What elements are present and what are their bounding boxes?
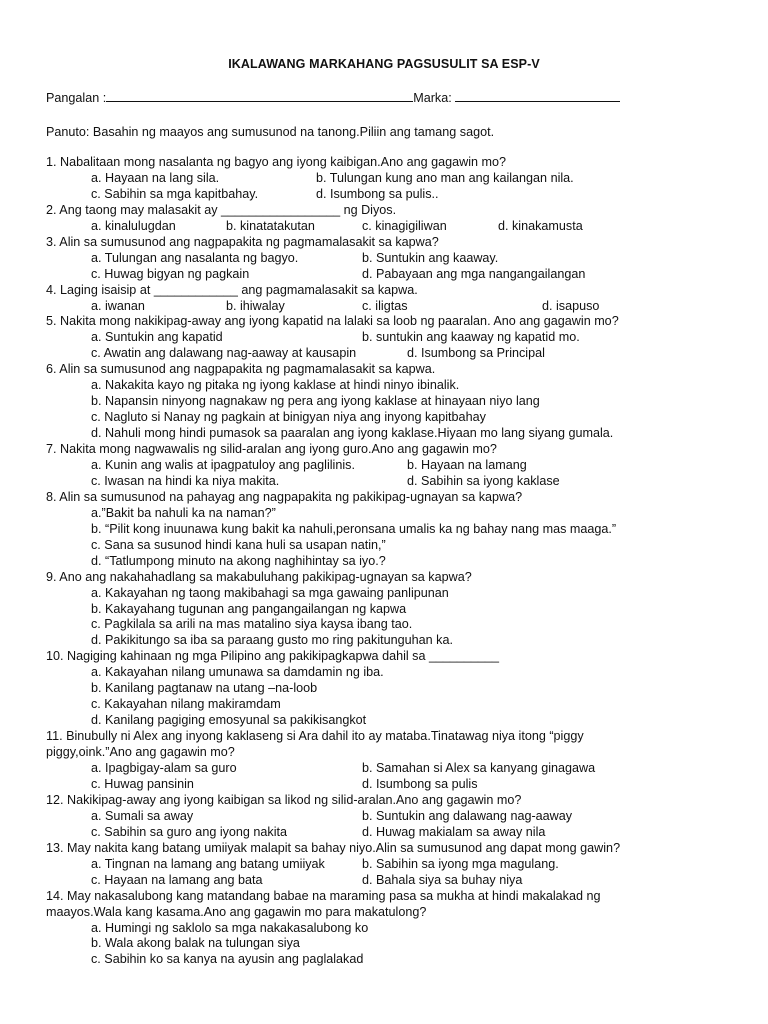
q12-option-c: c. Sabihin sa guro ang iyong nakita (91, 824, 288, 839)
q4-option-d: d. isapuso (542, 298, 600, 313)
q8-option-a: a.”Bakit ba nahuli ka na naman?” (91, 505, 276, 520)
q8-option-d: d. “Tatlumpong minuto na akong naghihintay sa iyo.? (91, 553, 386, 568)
question-6: 6. Alin sa sumusunod ang nagpapakita ng pagmamalasakit sa kapwa. (46, 362, 436, 377)
q3-options-row-2 (46, 267, 746, 283)
q14-option-b: b. Wala akong balak na tulungan siya (91, 936, 300, 951)
question-14-line-1: 14. May nakasalubong kang matandang babae na maraming pasa sa mukha at hindi makalakad ng (46, 888, 601, 903)
q13-option-d: d. Bahala siya sa buhay niya (362, 872, 523, 887)
q10-option-b: b. Kanilang pagtanaw na utang –na-loob (91, 681, 318, 696)
q7-option-d: d. Sabihin sa iyong kaklase (407, 473, 560, 488)
question-3: 3. Alin sa sumusunod ang nagpapakita ng pagmamalasakit sa kapwa? (46, 234, 439, 249)
header-fields (46, 90, 620, 105)
q1-options-row-1 (46, 171, 746, 187)
question-9: 9. Ano ang nakahahadlang sa makabuluhang pakikipag-ugnayan sa kapwa? (46, 569, 472, 584)
question-2: 2. Ang taong may malasakit ay _________________ ng Diyos. (46, 202, 397, 217)
q4-option-b: b. ihiwalay (226, 298, 285, 313)
question-14-line-2: maayos.Wala kang kasama.Ano ang gagawin mo para makatulong? (46, 904, 427, 919)
q5-option-a: a. Suntukin ang kapatid (91, 330, 223, 345)
q4-options-row (46, 299, 746, 315)
q5-options-row-2 (46, 346, 746, 362)
q13-option-b: b. Sabihin sa iyong mga magulang. (362, 856, 559, 871)
q7-options-row-1 (46, 458, 746, 474)
q14-option-a: a. Humingi ng saklolo sa mga nakakasalubong ko (91, 920, 369, 935)
q9-option-a: a. Kakayahan ng taong makibahagi sa mga gawaing panlipunan (91, 585, 449, 600)
q9-option-d: d. Pakikitungo sa iba sa paraang gusto mo ring pakitunguhan ka. (91, 633, 453, 648)
q13-option-a: a. Tingnan na lamang ang batang umiiyak (91, 856, 325, 871)
q13-option-c: c. Hayaan na lamang ang bata (91, 872, 263, 887)
exam-title: IKALAWANG MARKAHANG PAGSUSULIT SA ESP-V (228, 57, 540, 71)
q12-options-row-1 (46, 809, 746, 825)
q6-option-c: c. Nagluto si Nanay ng pagkain at binigyan niya ang inyong kapitbahay (91, 410, 486, 425)
question-7: 7. Nakita mong nagwawalis ng silid-aralan ang iyong guro.Ano ang gagawin mo? (46, 442, 497, 457)
q1-options-row-2 (46, 187, 746, 203)
question-8: 8. Alin sa sumusunod na pahayag ang nagpapakita ng pakikipag-ugnayan sa kapwa? (46, 489, 523, 504)
question-13: 13. May nakita kang batang umiiyak malapit sa bahay niyo.Alin sa sumusunod ang dapat mong gawin? (46, 840, 621, 855)
q10-option-c: c. Kakayahan nilang makiramdam (91, 697, 281, 712)
q2-option-c: c. kinagigiliwan (362, 218, 447, 233)
q5-options-row-1 (46, 330, 746, 346)
q1-option-b: b. Tulungan kung ano man ang kailangan nila. (316, 170, 574, 185)
q5-option-d: d. Isumbong sa Principal (407, 346, 545, 361)
q10-option-a: a. Kakayahan nilang umunawa sa damdamin ng iba. (91, 665, 384, 680)
q11-option-c: c. Huwag pansinin (91, 777, 194, 791)
q2-option-d: d. kinakamusta (498, 218, 583, 233)
q3-option-b: b. Suntukin ang kaaway. (362, 250, 499, 265)
q1-option-a: a. Hayaan na lang sila. (91, 170, 220, 185)
q8-option-b: b. “Pilit kong inuunawa kung bakit ka nahuli,peronsana umalis ka ng bahay nang mas maaga.” (91, 521, 617, 536)
q4-option-c: c. iligtas (362, 298, 408, 313)
q13-options-row-1 (46, 857, 746, 873)
q1-option-c: c. Sabihin sa mga kapitbahay. (91, 186, 259, 201)
name-label: Pangalan : (46, 91, 107, 105)
q6-option-b: b. Napansin ninyong nagnakaw ng pera ang iyong kaklase at hinayaan niyo lang (91, 394, 540, 409)
name-blank (106, 90, 413, 102)
q11-options-row-2 (46, 777, 746, 793)
score-label: Marka: (413, 91, 452, 105)
q3-options-row-1 (46, 251, 746, 267)
q6-option-a: a. Nakakita kayo ng pitaka ng iyong kaklase at hindi ninyo ibinalik. (91, 378, 460, 393)
q7-option-a: a. Kunin ang walis at ipagpatuloy ang paglilinis. (91, 457, 355, 472)
question-10: 10. Nagiging kahinaan ng mga Pilipino ang pakikipagkapwa dahil sa __________ (46, 649, 500, 664)
q3-option-a: a. Tulungan ang nasalanta ng bagyo. (91, 250, 299, 265)
q7-option-b: b. Hayaan na lamang (407, 457, 527, 472)
q11-option-d: d. Isumbong sa pulis (362, 777, 478, 791)
q4-option-a: a. iwanan (91, 298, 145, 313)
question-1: 1. Nabalitaan mong nasalanta ng bagyo ang iyong kaibigan.Ano ang gagawin mo? (46, 155, 507, 169)
q2-option-b: b. kinatatakutan (226, 218, 315, 233)
q1-option-d: d. Isumbong sa pulis.. (316, 186, 439, 201)
q10-option-d: d. Kanilang pagiging emosyunal sa pakikisangkot (91, 713, 367, 728)
q3-option-c: c. Huwag bigyan ng pagkain (91, 266, 250, 281)
q11-option-b: b. Samahan si Alex sa kanyang ginagawa (362, 761, 596, 776)
question-4: 4. Laging isaisip at ____________ ang pagmamalasakit sa kapwa. (46, 282, 418, 297)
q14-option-c: c. Sabihin ko sa kanya na ayusin ang paglalakad (91, 952, 364, 967)
q7-option-c: c. Iwasan na hindi ka niya makita. (91, 473, 280, 488)
q13-options-row-2 (46, 873, 746, 889)
q9-option-c: c. Pagkilala sa arili na mas matalino siya kaysa ibang tao. (91, 617, 413, 632)
q7-options-row-2 (46, 474, 746, 490)
q5-option-b: b. suntukin ang kaaway ng kapatid mo. (362, 330, 580, 345)
score-blank (455, 90, 620, 102)
question-11-line-1: 11. Binubully ni Alex ang inyong kaklaseng si Ara dahil ito ay mataba.Tinatawag niya itong “piggy (46, 729, 584, 744)
question-5: 5. Nakita mong nakikipag-away ang iyong kapatid na lalaki sa loob ng paaralan. Ano ang gagawin mo? (46, 314, 619, 329)
q12-option-d: d. Huwag makialam sa away nila (362, 824, 546, 839)
q12-option-b: b. Suntukin ang dalawang nag-aaway (362, 808, 573, 823)
q12-option-a: a. Sumali sa away (91, 808, 194, 823)
q2-option-a: a. kinalulugdan (91, 218, 176, 233)
q5-option-c: c. Awatin ang dalawang nag-aaway at kausapin (91, 346, 357, 361)
q2-options-row (46, 219, 746, 235)
question-12: 12. Nakikipag-away ang iyong kaibigan sa likod ng silid-aralan.Ano ang gagawin mo? (46, 792, 522, 807)
q9-option-b: b. Kakayahang tugunan ang pangangailangan ng kapwa (91, 601, 407, 616)
question-list (46, 155, 746, 968)
instructions: Panuto: Basahin ng maayos ang sumusunod na tanong.Piliin ang tamang sagot. (46, 125, 495, 139)
question-11-line-2: piggy,oink.”Ano ang gagawin mo? (46, 745, 235, 760)
q8-option-c: c. Sana sa susunod hindi kana huli sa usapan natin,” (91, 537, 386, 552)
q3-option-d: d. Pabayaan ang mga nangangailangan (362, 266, 586, 281)
q6-option-d: d. Nahuli mong hindi pumasok sa paaralan ang iyong kaklase.Hiyaan mo lang siyang gumala. (91, 426, 614, 441)
q12-options-row-2 (46, 825, 746, 841)
q11-options-row-1 (46, 761, 746, 777)
q11-option-a: a. Ipagbigay-alam sa guro (91, 761, 237, 776)
